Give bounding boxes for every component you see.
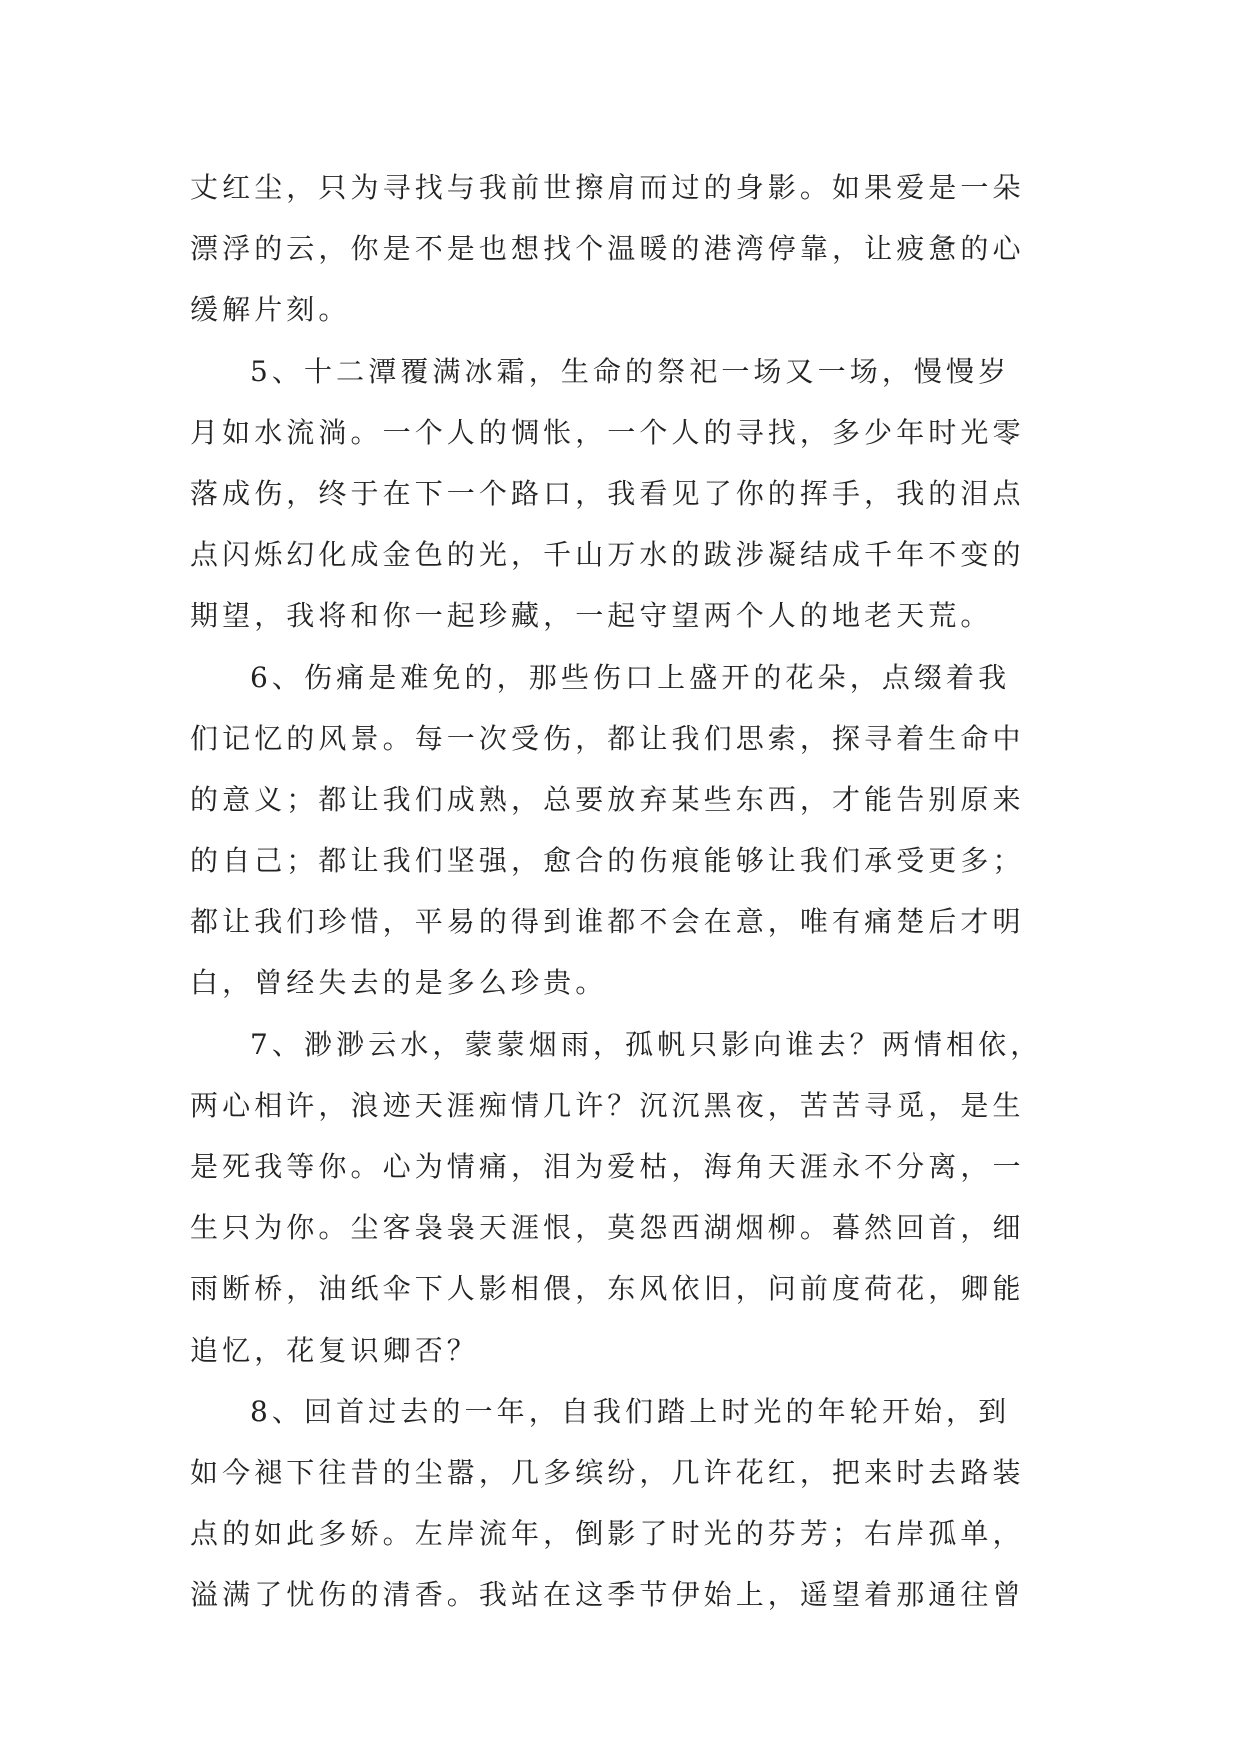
- text-line: 是死我等你。心为情痛，泪为爱枯，海角天涯永不分离，一: [190, 1150, 1025, 1183]
- text-line: 两心相许，浪迹天涯痴情几许？沉沉黑夜，苦苦寻觅，是生: [190, 1088, 1025, 1122]
- text-line: 雨断桥，油纸伞下人影相偎，东风依旧，问前度荷花，卿能: [190, 1272, 1025, 1306]
- text-line: 生只为你。尘客袅袅天涯恨，莫怨西湖烟柳。暮然回首，细: [190, 1211, 1025, 1245]
- paragraph: [190, 647, 1050, 1014]
- paragraph: [190, 1381, 1050, 1626]
- text-line: 点闪烁幻化成金色的光，千山万水的跋涉凝结成千年不变的: [190, 538, 1025, 572]
- text-line: 都让我们珍惜，平易的得到谁都不会在意，唯有痛楚后才明: [190, 905, 1025, 939]
- text-line: 如今褪下往昔的尘嚣，几多缤纷，几许花红，把来时去路装: [190, 1455, 1025, 1489]
- text-line: 7、渺渺云水，蒙蒙烟雨，孤帆只影向谁去？两情相依，: [250, 1027, 1043, 1061]
- text-line: 8、回首过去的一年，自我们踏上时光的年轮开始，到: [250, 1394, 1011, 1428]
- text-line: 5、十二潭覆满冰霜，生命的祭祀一场又一场，慢慢岁: [250, 354, 1011, 388]
- text-line: 漂浮的云，你是不是也想找个温暖的港湾停靠，让疲惫的心: [190, 232, 1025, 266]
- text-line: 的自己；都让我们坚强，愈合的伤痕能够让我们承受更多；: [190, 844, 1025, 878]
- paragraph: [190, 341, 1050, 647]
- text-line: 6、伤痛是难免的，那些伤口上盛开的花朵，点缀着我: [250, 660, 1011, 694]
- document-body: [190, 157, 1050, 1626]
- text-line: 溢满了忧伤的清香。我站在这季节伊始上，遥望着那通往曾: [190, 1578, 1025, 1612]
- text-line: 们记忆的风景。每一次受伤，都让我们思索，探寻着生命中: [190, 721, 1025, 755]
- text-line: 缓解片刻。: [190, 293, 351, 327]
- paragraph: [190, 157, 1050, 341]
- text-line: 点的如此多娇。左岸流年，倒影了时光的芬芳；右岸孤单，: [190, 1517, 1025, 1551]
- text-line: 月如水流淌。一个人的惆怅，一个人的寻找，多少年时光零: [190, 415, 1025, 449]
- text-line: 追忆，花复识卿否？: [190, 1333, 479, 1367]
- text-line: 期望，我将和你一起珍藏，一起守望两个人的地老天荒。: [190, 599, 993, 633]
- text-line: 白，曾经失去的是多么珍贵。: [190, 966, 608, 1000]
- text-line: 的意义；都让我们成熟，总要放弃某些东西，才能告别原来: [190, 782, 1025, 816]
- text-line: 落成伤，终于在下一个路口，我看见了你的挥手，我的泪点: [190, 476, 1025, 510]
- paragraph: [190, 1014, 1050, 1381]
- text-line: 丈红尘，只为寻找与我前世擦肩而过的身影。如果爱是一朵: [190, 171, 1025, 204]
